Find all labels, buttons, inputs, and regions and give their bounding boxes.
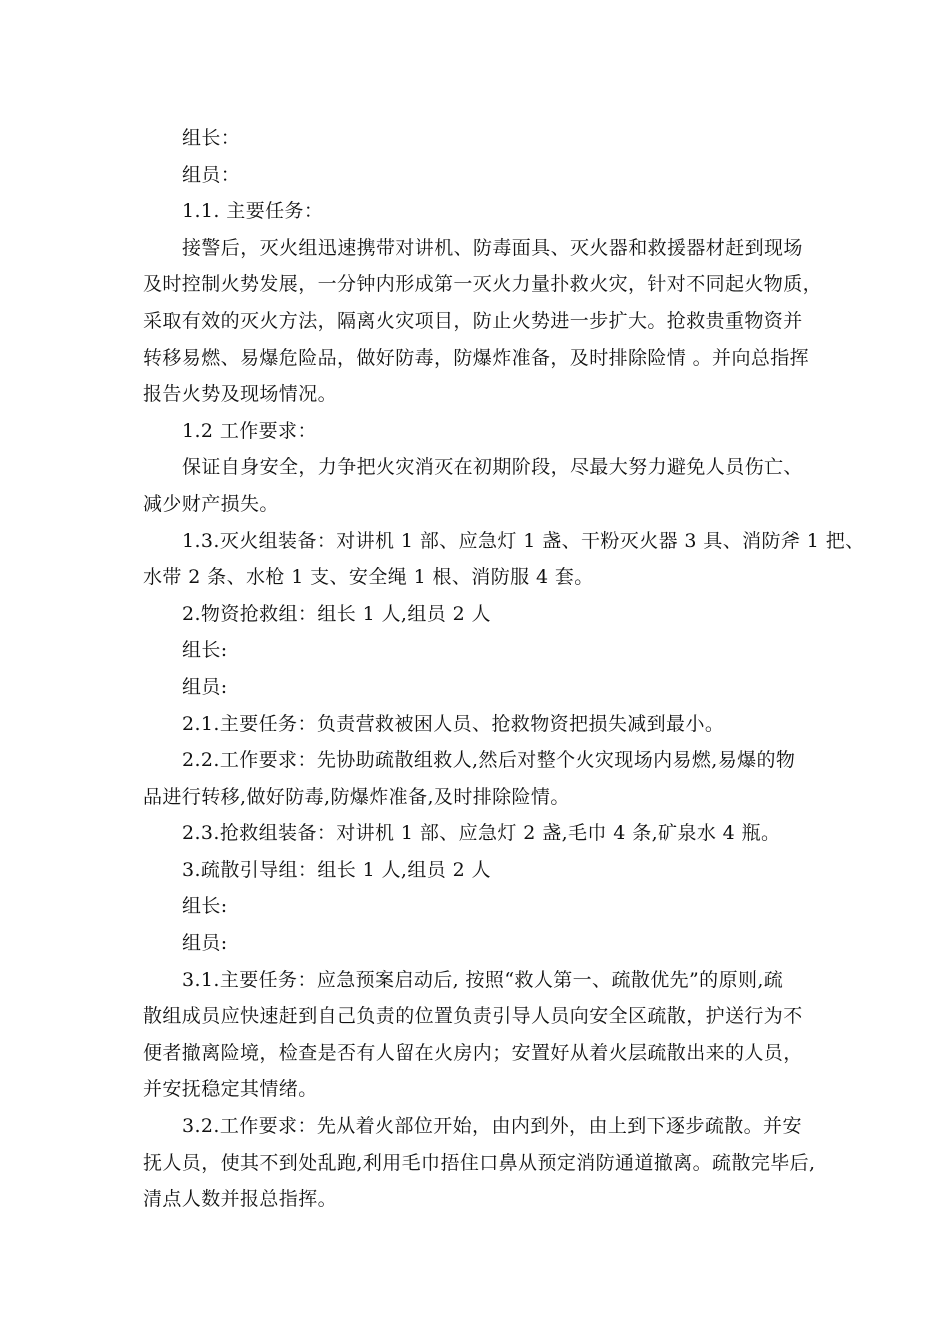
text-line: 并安抚稳定其情绪。 (143, 1078, 318, 1101)
text-line: 3.1.主要任务：应急预案启动后, 按照“救人第一、疏散优先”的原则,疏 (182, 968, 784, 991)
text-line: 组员: (182, 932, 228, 955)
text-line: 水带 2 条、水枪 1 支、安全绳 1 根、消防服 4 套。 (143, 566, 594, 589)
text-line: 1.3.灭火组装备：对讲机 1 部、应急灯 1 盏、干粉灭火器 3 具、消防斧 1 把、 (182, 529, 865, 552)
text-line: 3.疏散引导组：组长 1 人,组员 2 人 (182, 858, 491, 881)
text-line: 散组成员应快速赶到自己负责的位置负责引导人员向安全区疏散，护送行为不 (143, 1005, 803, 1028)
text-line: 组长: (182, 639, 228, 662)
text-line: 减少财产损失。 (143, 492, 279, 515)
text-line: 2.2.工作要求：先协助疏散组救人,然后对整个火灾现场内易燃,易爆的物 (182, 749, 796, 772)
text-line: 组员: (182, 675, 228, 698)
text-line: 采取有效的灭火方法，隔离火灾项目，防止火势进一步扩大。抢救贵重物资并 (143, 309, 803, 332)
text-line: 报告火势及现场情况。 (143, 383, 338, 406)
text-line: 3.2.工作要求：先从着火部位开始，由内到外，由上到下逐步疏散。并安 (182, 1115, 802, 1138)
text-line: 组员： (182, 163, 241, 186)
text-line: 2.1.主要任务：负责营救被困人员、抢救物资把损失减到最小。 (182, 712, 725, 735)
text-line: 抚人员，使其不到处乱跑,利用毛巾捂住口鼻从预定消防通道撤离。疏散完毕后, (143, 1151, 816, 1174)
text-line: 1.1. 主要任务： (182, 200, 324, 223)
text-line: 清点人数并报总指挥。 (143, 1188, 338, 1211)
text-line: 及时控制火势发展，一分钟内形成第一灭火力量扑救火灾，针对不同起火物质， (143, 273, 823, 296)
text-line: 2.物资抢救组：组长 1 人,组员 2 人 (182, 602, 491, 625)
text-line: 组长: (182, 895, 228, 918)
text-line: 品进行转移,做好防毒,防爆炸准备,及时排除险情。 (143, 785, 570, 808)
document-body (143, 120, 865, 1218)
text-line: 保证自身安全，力争把火灾消灭在初期阶段，尽最大努力避免人员伤亡、 (182, 456, 803, 479)
text-line: 2.3.抢救组装备：对讲机 1 部、应急灯 2 盏,毛巾 4 条,矿泉水 4 瓶。 (182, 822, 781, 845)
text-line: 1.2 工作要求： (182, 419, 317, 442)
text-line: 接警后，灭火组迅速携带对讲机、防毒面具、灭火器和救援器材赶到现场 (182, 236, 803, 259)
text-line: 组长： (182, 127, 241, 149)
text-line: 便者撤离险境，检查是否有人留在火房内；安置好从着火层疏散出来的人员， (143, 1041, 803, 1064)
text-line: 转移易燃、易爆危险品，做好防毒，防爆炸准备，及时排除险情 。并向总指挥 (143, 346, 810, 369)
